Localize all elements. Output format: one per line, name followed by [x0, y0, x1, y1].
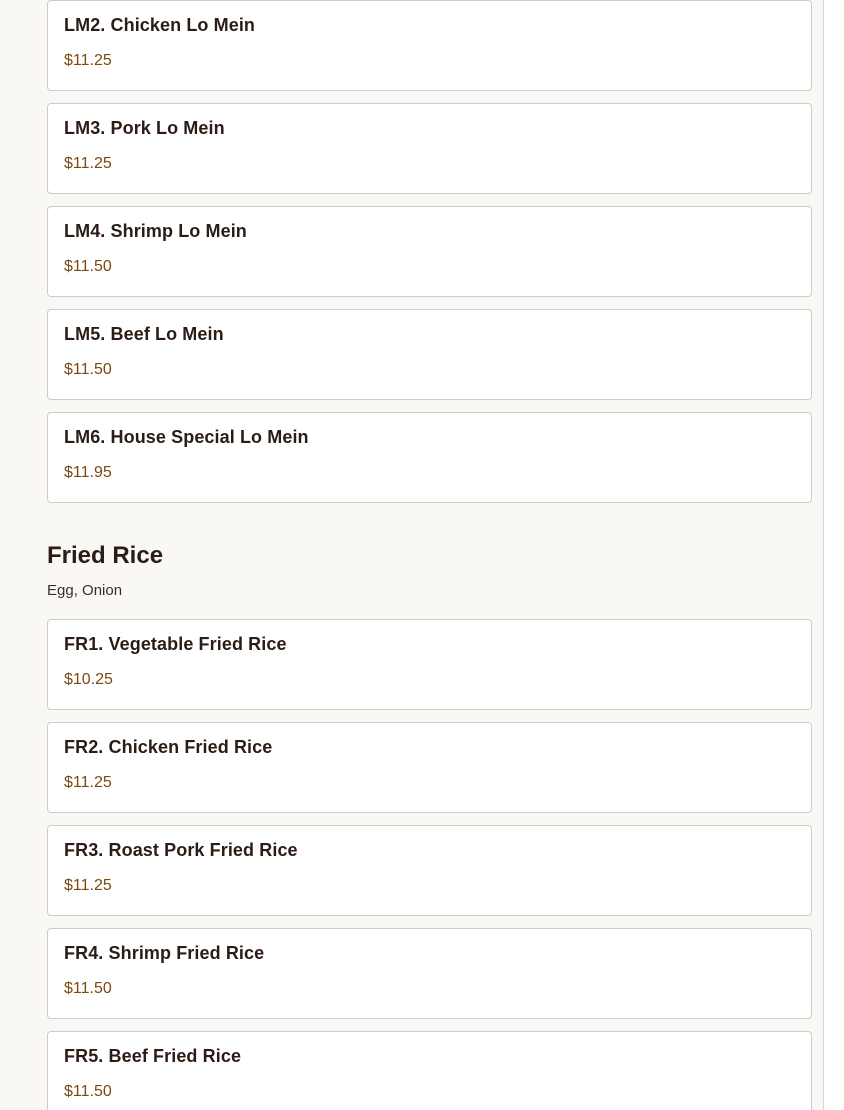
menu-item-price: $11.50 — [64, 258, 112, 275]
menu-item-price: $11.25 — [64, 52, 112, 69]
menu-item-name: FR2. Chicken Fried Rice — [64, 737, 273, 757]
menu-item-card-fr1[interactable] — [47, 619, 812, 710]
menu-item-name: FR1. Vegetable Fried Rice — [64, 634, 287, 654]
menu-item-name: LM5. Beef Lo Mein — [64, 324, 224, 344]
menu-item-name: FR3. Roast Pork Fried Rice — [64, 840, 298, 860]
menu-item-name: FR4. Shrimp Fried Rice — [64, 943, 265, 963]
section-title-fried-rice: Fried Rice — [47, 542, 164, 569]
menu-item-price: $11.50 — [64, 1083, 112, 1100]
menu-item-card-fr4[interactable] — [47, 928, 812, 1019]
menu-item-price: $11.95 — [64, 464, 112, 481]
menu-item-name: LM3. Pork Lo Mein — [64, 118, 225, 138]
menu-item-card-lm6[interactable] — [47, 412, 812, 503]
menu-item-name: LM6. House Special Lo Mein — [64, 427, 309, 447]
menu-item-card-lm2[interactable] — [47, 0, 812, 91]
menu-item-card-fr5[interactable] — [47, 1031, 812, 1110]
menu-item-card-fr3[interactable] — [47, 825, 812, 916]
menu-item-price: $11.25 — [64, 877, 112, 894]
menu-item-price: $11.50 — [64, 361, 112, 378]
menu-item-price: $10.25 — [64, 671, 113, 688]
menu-item-price: $11.50 — [64, 980, 112, 997]
menu-item-price: $11.25 — [64, 155, 112, 172]
menu-item-price: $11.25 — [64, 774, 112, 791]
menu-item-card-lm4[interactable] — [47, 206, 812, 297]
menu-item-card-lm5[interactable] — [47, 309, 812, 400]
menu-item-name: FR5. Beef Fried Rice — [64, 1046, 242, 1066]
menu-item-card-fr2[interactable] — [47, 722, 812, 813]
section-description: Egg, Onion — [47, 582, 123, 599]
menu-item-card-lm3[interactable] — [47, 103, 812, 194]
menu-item-name: LM2. Chicken Lo Mein — [64, 15, 256, 35]
menu-item-name: LM4. Shrimp Lo Mein — [64, 221, 247, 241]
